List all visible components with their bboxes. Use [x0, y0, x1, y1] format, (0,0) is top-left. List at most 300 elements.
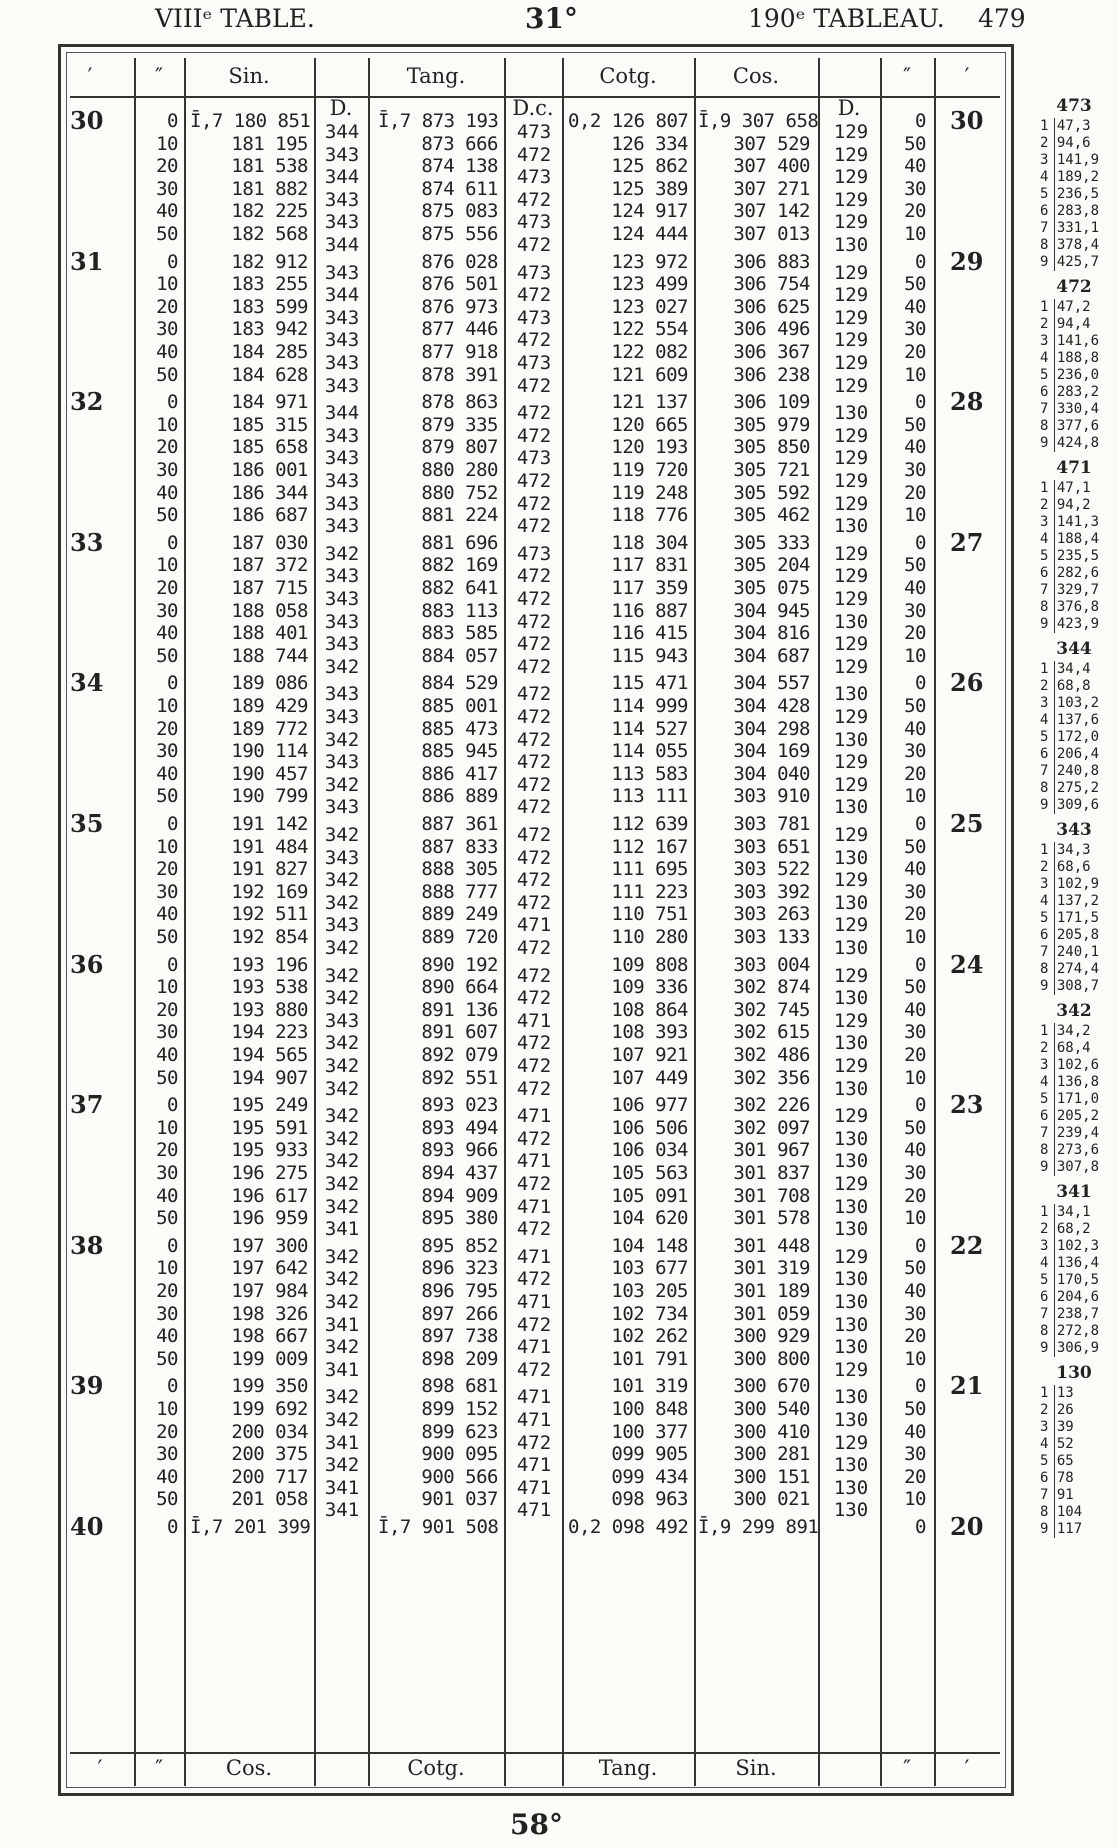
- sin-difference: 343: [324, 633, 360, 656]
- pp-row: 5 172,0: [1040, 729, 1100, 745]
- sin-value: 198 326: [231, 1302, 308, 1325]
- cos-difference: 130: [833, 1218, 869, 1241]
- cos-difference: 130: [833, 1127, 869, 1150]
- cos-difference: 130: [833, 937, 869, 959]
- row-second: 50: [156, 1066, 178, 1089]
- cos-difference: 130: [833, 1476, 869, 1499]
- sin-value: 193 880: [231, 998, 308, 1021]
- pp-title: 472: [1056, 277, 1092, 297]
- cotg-value: 121 609: [611, 363, 688, 386]
- row-minute: 32: [70, 387, 104, 417]
- sin-value: 197 300: [231, 1234, 308, 1257]
- row-second: 50: [156, 363, 178, 386]
- pp-row: 8 376,8: [1040, 599, 1100, 615]
- row-second-complement: 40: [904, 295, 926, 318]
- row-second: 20: [156, 1280, 178, 1302]
- pp-row: 9 306,9: [1040, 1340, 1100, 1356]
- row-second-complement: 40: [904, 577, 926, 599]
- row-second-complement: 20: [904, 762, 926, 785]
- column-rule: [504, 58, 506, 1786]
- tang-value: 882 169: [421, 554, 498, 577]
- tang-cotg-difference: 472: [516, 1032, 552, 1055]
- column-header-tang: Tang.: [406, 64, 466, 88]
- column-header-min: ′: [87, 64, 93, 88]
- cos-difference: 130: [833, 891, 869, 914]
- pp-row: 7 330,4: [1040, 401, 1100, 417]
- sin-difference: 343: [324, 683, 360, 706]
- pp-row: 9 309,6: [1040, 797, 1100, 813]
- pp-row: 2 68,6: [1040, 859, 1091, 875]
- tang-cotg-difference: 472: [516, 588, 552, 610]
- row-second-complement: 40: [904, 998, 926, 1021]
- cos-value: 307 142: [733, 200, 810, 223]
- cos-difference: 129: [833, 1245, 869, 1268]
- cos-value: 300 021: [733, 1488, 810, 1511]
- row-second-complement: 50: [904, 976, 926, 999]
- row-second: 10: [156, 132, 178, 155]
- pp-row: 8 104: [1040, 1504, 1083, 1520]
- tang-value: 880 752: [421, 481, 498, 504]
- tang-cotg-difference: 473: [516, 166, 552, 189]
- cos-value: 301 448: [733, 1234, 810, 1257]
- column-rule: [562, 58, 564, 1786]
- sin-difference: 342: [324, 1055, 360, 1077]
- tang-value: 877 446: [421, 318, 498, 341]
- cotg-value: 119 248: [611, 481, 688, 504]
- sin-value: 182 225: [231, 200, 308, 223]
- cos-difference: 129: [833, 751, 869, 774]
- sin-difference: 343: [324, 143, 360, 166]
- tang-value: 886 417: [421, 762, 498, 785]
- row-second: 50: [156, 1347, 178, 1370]
- sin-value: 183 942: [231, 318, 308, 341]
- cos-value: 307 013: [733, 223, 810, 245]
- tang-cotg-difference: 473: [516, 261, 552, 284]
- tang-value: 875 556: [421, 223, 498, 245]
- cos-difference: 129: [833, 1173, 869, 1195]
- cos-value: 300 540: [733, 1398, 810, 1420]
- cotg-value: 122 554: [611, 318, 688, 341]
- tang-cotg-difference: 472: [516, 987, 552, 1010]
- pp-row: 3 141,6: [1040, 333, 1100, 349]
- cos-value: 306 238: [733, 363, 810, 386]
- row-second-complement: 40: [904, 717, 926, 740]
- sin-difference: 341: [324, 1313, 360, 1336]
- sin-difference: 342: [324, 1105, 360, 1128]
- cotg-value: 106 506: [611, 1116, 688, 1139]
- pp-row: 6 78: [1040, 1470, 1074, 1486]
- cotg-value: 118 776: [611, 504, 688, 527]
- tang-cotg-difference: 471: [516, 914, 552, 937]
- cos-difference: 130: [833, 846, 869, 869]
- row-second-complement: 0: [915, 1094, 926, 1117]
- sin-difference: 342: [324, 1245, 360, 1268]
- sin-difference: 344: [324, 234, 360, 256]
- pp-row: 1 47,1: [1040, 480, 1091, 496]
- row-second-complement: 30: [904, 1443, 926, 1466]
- cos-value: 305 075: [733, 577, 810, 599]
- sin-difference: 342: [324, 869, 360, 892]
- tang-cotg-difference: 472: [516, 1431, 552, 1454]
- pp-title: 341: [1056, 1182, 1092, 1202]
- row-second-complement: 0: [915, 1516, 926, 1538]
- sin-value: 193 538: [231, 976, 308, 999]
- cos-value: 301 967: [733, 1139, 810, 1162]
- pp-row: 1 34,4: [1040, 661, 1091, 677]
- pp-row: 9 117: [1040, 1521, 1083, 1537]
- row-minute-complement: 29: [950, 246, 984, 276]
- row-second-complement: 50: [904, 835, 926, 858]
- row-second-complement: 30: [904, 1302, 926, 1325]
- row-second: 20: [156, 1420, 178, 1443]
- row-second: 10: [156, 835, 178, 858]
- cotg-value: 108 393: [611, 1021, 688, 1044]
- cos-difference: 130: [833, 234, 869, 256]
- sin-value: 186 687: [231, 504, 308, 527]
- column-rule: [184, 58, 186, 1786]
- row-minute-complement: 20: [950, 1512, 984, 1541]
- sin-difference: 343: [324, 846, 360, 869]
- tang-value: 876 028: [421, 250, 498, 273]
- sin-difference: 342: [324, 773, 360, 796]
- tang-value: 892 551: [421, 1066, 498, 1089]
- tang-value: 876 501: [421, 273, 498, 296]
- cos-value: 303 004: [733, 953, 810, 976]
- cotg-value: 106 977: [611, 1094, 688, 1117]
- cos-difference: 130: [833, 1454, 869, 1477]
- sin-value: 181 538: [231, 155, 308, 178]
- cos-difference: 129: [833, 261, 869, 284]
- cos-difference: 130: [833, 1195, 869, 1218]
- sin-value: 188 744: [231, 644, 308, 667]
- row-second-complement: 40: [904, 1139, 926, 1162]
- cos-value: 300 929: [733, 1325, 810, 1348]
- row-second-complement: 10: [904, 785, 926, 808]
- cos-value: 304 557: [733, 672, 810, 695]
- cos-value: 303 910: [733, 785, 810, 808]
- sin-difference: 342: [324, 1077, 360, 1100]
- cos-value: 301 837: [733, 1162, 810, 1184]
- row-minute-complement: 26: [950, 668, 984, 698]
- column-footer-cotg: Cotg.: [407, 1756, 465, 1780]
- cos-difference: 129: [833, 824, 869, 846]
- pp-title: 342: [1056, 1001, 1092, 1021]
- tang-cotg-difference: 471: [516, 1105, 552, 1128]
- tang-cotg-difference: 472: [516, 402, 552, 425]
- tang-value: 881 224: [421, 504, 498, 527]
- tang-value: 892 079: [421, 1044, 498, 1066]
- pp-row: 4 136,4: [1040, 1255, 1100, 1271]
- sin-value: 200 034: [231, 1420, 308, 1443]
- header-page-number: 479: [978, 4, 1026, 33]
- cos-value: 304 298: [733, 717, 810, 740]
- pp-row: 2 68,4: [1040, 1040, 1091, 1056]
- cotg-value: 120 665: [611, 413, 688, 436]
- tang-value: 894 437: [421, 1162, 498, 1184]
- cos-difference: 129: [833, 447, 869, 470]
- sin-difference: 342: [324, 1173, 360, 1195]
- tang-value: 876 973: [421, 295, 498, 318]
- row-second-complement: 40: [904, 858, 926, 881]
- row-second: 0: [167, 1094, 178, 1117]
- sin-difference: 341: [324, 1476, 360, 1499]
- row-minute: 38: [70, 1230, 104, 1260]
- sin-value: 192 169: [231, 880, 308, 903]
- cos-difference: 130: [833, 1032, 869, 1055]
- sin-difference: 342: [324, 542, 360, 565]
- cotg-value: 103 677: [611, 1257, 688, 1280]
- cos-value: 301 189: [733, 1280, 810, 1302]
- sin-value: 199 350: [231, 1375, 308, 1398]
- pp-title: 471: [1056, 458, 1092, 478]
- row-second-complement: 30: [904, 318, 926, 341]
- cos-value: 303 392: [733, 880, 810, 903]
- column-footer-min: ′: [97, 1756, 103, 1780]
- row-second: 40: [156, 341, 178, 363]
- pp-row: 1 34,3: [1040, 842, 1091, 858]
- tang-value: 874 138: [421, 155, 498, 178]
- pp-row: 6 282,6: [1040, 565, 1100, 581]
- tang-value: 900 566: [421, 1465, 498, 1488]
- row-second-complement: 20: [904, 1184, 926, 1207]
- sin-value: Ī,7 180 851: [190, 110, 311, 132]
- column-header-sec-r: ″: [903, 64, 911, 88]
- tang-cotg-difference: 471: [516, 1454, 552, 1477]
- cotg-value: 114 055: [611, 740, 688, 763]
- cos-value: Ī,9 299 891: [698, 1516, 819, 1538]
- cos-value: 303 263: [733, 903, 810, 926]
- pp-row: 3 102,9: [1040, 876, 1100, 892]
- sin-value: 192 854: [231, 926, 308, 948]
- cotg-value: 111 695: [611, 858, 688, 881]
- cos-difference: 130: [833, 796, 869, 819]
- cos-value: 307 271: [733, 177, 810, 200]
- pp-row: 3 141,3: [1040, 514, 1100, 530]
- sin-value: 201 058: [231, 1488, 308, 1511]
- row-second: 0: [167, 391, 178, 414]
- cos-difference: 129: [833, 166, 869, 189]
- tang-cotg-difference: 472: [516, 610, 552, 633]
- cos-value: 303 651: [733, 835, 810, 858]
- tang-value: 887 361: [421, 813, 498, 835]
- row-second-complement: 30: [904, 599, 926, 622]
- cotg-value: 102 262: [611, 1325, 688, 1348]
- row-second-complement: 50: [904, 1257, 926, 1280]
- row-second: 20: [156, 717, 178, 740]
- cos-value: 303 781: [733, 813, 810, 835]
- row-minute-complement: 27: [950, 527, 984, 557]
- sin-difference: 342: [324, 824, 360, 846]
- row-second-complement: 0: [915, 1375, 926, 1398]
- cos-difference: 129: [833, 306, 869, 329]
- cos-difference: 130: [833, 1268, 869, 1291]
- cos-difference: 130: [833, 728, 869, 751]
- sin-difference: 342: [324, 1291, 360, 1313]
- tang-value: Ī,7 901 508: [378, 1516, 499, 1538]
- cos-difference: 129: [833, 588, 869, 610]
- sin-value: 181 195: [231, 132, 308, 155]
- sin-value: 190 114: [231, 740, 308, 763]
- tang-value: 893 966: [421, 1139, 498, 1162]
- pp-row: 7 240,8: [1040, 763, 1100, 779]
- cos-value: 303 133: [733, 926, 810, 948]
- row-second: 10: [156, 413, 178, 436]
- row-second: 30: [156, 177, 178, 200]
- tang-cotg-difference: 472: [516, 1268, 552, 1291]
- row-second-complement: 30: [904, 1162, 926, 1184]
- row-second: 40: [156, 1184, 178, 1207]
- tang-cotg-difference: 472: [516, 633, 552, 656]
- sin-difference: 343: [324, 447, 360, 470]
- row-second-complement: 30: [904, 177, 926, 200]
- sin-difference: 342: [324, 987, 360, 1010]
- row-second: 40: [156, 1465, 178, 1488]
- pp-row: 6 205,8: [1040, 927, 1100, 943]
- pp-row: 4 137,6: [1040, 712, 1100, 728]
- pp-row: 2 26: [1040, 1402, 1074, 1418]
- pp-row: 5 65: [1040, 1453, 1074, 1469]
- row-second-complement: 50: [904, 132, 926, 155]
- cotg-value: 123 027: [611, 295, 688, 318]
- pp-row: 5 235,5: [1040, 548, 1100, 564]
- tang-value: 885 945: [421, 740, 498, 763]
- cos-difference: 129: [833, 633, 869, 656]
- column-footer-min-r: ′: [964, 1756, 970, 1780]
- cotg-value: 104 148: [611, 1234, 688, 1257]
- cotg-value: 103 205: [611, 1280, 688, 1302]
- cos-value: 306 625: [733, 295, 810, 318]
- tang-cotg-difference: 472: [516, 1055, 552, 1077]
- pp-row: 1 13: [1040, 1385, 1074, 1401]
- tang-cotg-difference: 473: [516, 121, 552, 143]
- cotg-value: 114 527: [611, 717, 688, 740]
- sin-value: 184 628: [231, 363, 308, 386]
- cos-difference: 130: [833, 1386, 869, 1409]
- sin-difference: 342: [324, 891, 360, 914]
- sin-value: 183 255: [231, 273, 308, 296]
- sin-value: 194 223: [231, 1021, 308, 1044]
- sin-value: 187 715: [231, 577, 308, 599]
- cos-difference: 129: [833, 284, 869, 307]
- tang-cotg-difference: 471: [516, 1386, 552, 1409]
- cos-value: 305 204: [733, 554, 810, 577]
- cos-difference: 129: [833, 470, 869, 492]
- sin-value: 184 971: [231, 391, 308, 414]
- row-second-complement: 20: [904, 1044, 926, 1066]
- row-second: 30: [156, 880, 178, 903]
- tang-value: Ī,7 873 193: [378, 110, 499, 132]
- column-header-cotg: Cotg.: [599, 64, 657, 88]
- row-second: 50: [156, 504, 178, 527]
- cos-difference: 129: [833, 1105, 869, 1128]
- row-second: 10: [156, 1398, 178, 1420]
- tang-value: 878 391: [421, 363, 498, 386]
- cotg-value: 099 434: [611, 1465, 688, 1488]
- cotg-value: 098 963: [611, 1488, 688, 1511]
- pp-row: 5 171,5: [1040, 910, 1100, 926]
- cos-value: 301 059: [733, 1302, 810, 1325]
- sin-value: 196 617: [231, 1184, 308, 1207]
- row-minute: 36: [70, 949, 104, 979]
- pp-row: 8 273,6: [1040, 1142, 1100, 1158]
- cos-value: 304 816: [733, 622, 810, 645]
- row-second: 50: [156, 223, 178, 245]
- tang-cotg-difference: 472: [516, 824, 552, 846]
- cotg-value: 123 499: [611, 273, 688, 296]
- pp-row: 7 331,1: [1040, 220, 1100, 236]
- cos-value: 300 151: [733, 1465, 810, 1488]
- tang-value: 883 113: [421, 599, 498, 622]
- tang-value: 885 473: [421, 717, 498, 740]
- row-second-complement: 10: [904, 1207, 926, 1230]
- tang-cotg-difference: 471: [516, 1409, 552, 1431]
- row-second-complement: 20: [904, 200, 926, 223]
- column-rule: [934, 58, 936, 1786]
- column-rule: [134, 58, 136, 1786]
- column-header-sin: Sin.: [228, 64, 270, 88]
- tang-value: 875 083: [421, 200, 498, 223]
- row-minute-complement: 22: [950, 1230, 984, 1260]
- row-second: 0: [167, 250, 178, 273]
- row-second-complement: 50: [904, 1398, 926, 1420]
- cos-difference: 130: [833, 987, 869, 1010]
- cos-value: 301 578: [733, 1207, 810, 1230]
- row-second-complement: 30: [904, 459, 926, 481]
- sin-difference: 343: [324, 914, 360, 937]
- column-rule: [368, 58, 370, 1786]
- cotg-value: 118 304: [611, 531, 688, 554]
- cos-difference: 130: [833, 1336, 869, 1359]
- cotg-value: 120 193: [611, 436, 688, 459]
- sin-value: 200 375: [231, 1443, 308, 1466]
- pp-row: 1 47,2: [1040, 299, 1091, 315]
- row-second: 10: [156, 695, 178, 717]
- cos-value: 305 333: [733, 531, 810, 554]
- cos-difference: 130: [833, 683, 869, 706]
- sin-difference: 342: [324, 1409, 360, 1431]
- tang-value: 891 136: [421, 998, 498, 1021]
- cotg-value: 101 319: [611, 1375, 688, 1398]
- sin-difference: 344: [324, 284, 360, 307]
- tang-value: 881 696: [421, 531, 498, 554]
- sin-value: 199 009: [231, 1347, 308, 1370]
- tang-cotg-difference: 472: [516, 284, 552, 307]
- tang-cotg-difference: 472: [516, 188, 552, 211]
- row-second-complement: 50: [904, 413, 926, 436]
- cos-value: 301 708: [733, 1184, 810, 1207]
- tang-value: 883 585: [421, 622, 498, 645]
- cotg-value: 105 091: [611, 1184, 688, 1207]
- pp-row: 8 378,4: [1040, 237, 1100, 253]
- cos-value: 304 169: [733, 740, 810, 763]
- pp-row: 4 188,4: [1040, 531, 1100, 547]
- cos-value: 305 721: [733, 459, 810, 481]
- sin-value: 189 772: [231, 717, 308, 740]
- footer-degree: 58°: [510, 1808, 563, 1841]
- sin-difference: 342: [324, 1127, 360, 1150]
- row-second: 30: [156, 318, 178, 341]
- pp-row: 4 188,8: [1040, 350, 1100, 366]
- tang-value: 891 607: [421, 1021, 498, 1044]
- sin-value: 186 001: [231, 459, 308, 481]
- row-second-complement: 10: [904, 363, 926, 386]
- cos-difference: 130: [833, 1499, 869, 1522]
- sin-difference: 342: [324, 1150, 360, 1173]
- sin-value: 199 692: [231, 1398, 308, 1420]
- row-second: 0: [167, 953, 178, 976]
- pp-title: 130: [1056, 1363, 1092, 1383]
- column-rule: [880, 58, 882, 1786]
